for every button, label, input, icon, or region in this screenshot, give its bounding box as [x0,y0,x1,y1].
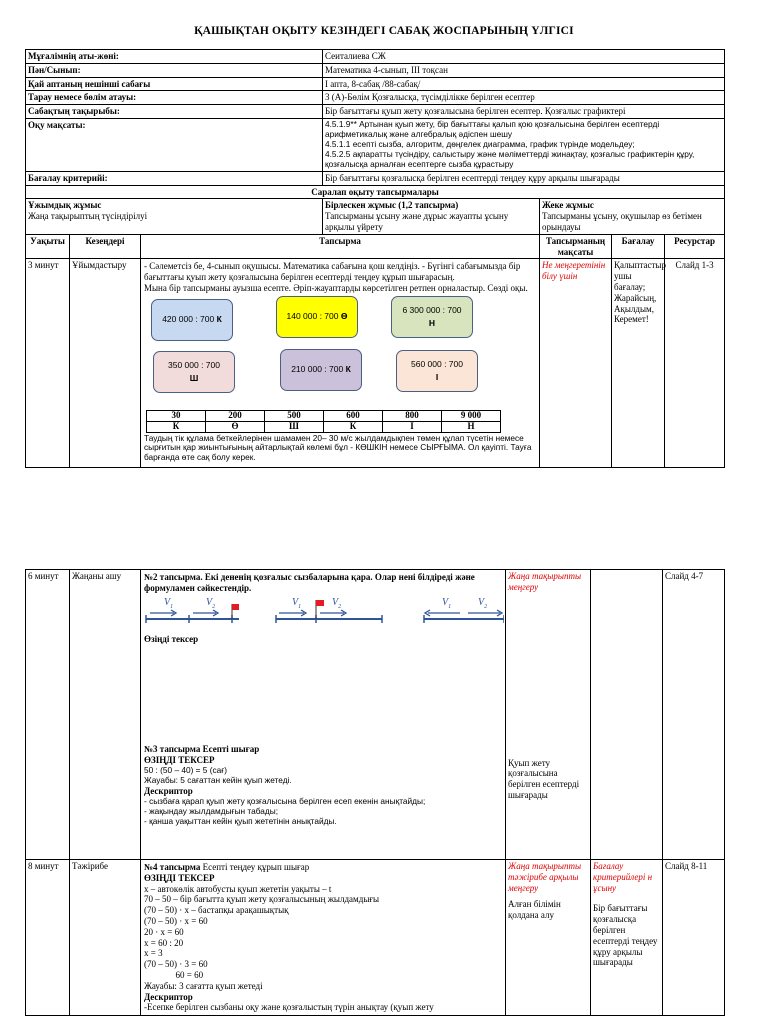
info-label: Мұғалімнің аты-жөні: [26,50,323,64]
task4-line: 20 · х = 60 [144,926,184,937]
task3-solution: 50 : (50 – 40) = 5 (сағ) [144,764,228,775]
diff-collective [26,199,323,234]
row-eval [591,860,663,1016]
motion-diagrams [144,594,502,630]
row-resource: Слайд 1-3 [665,259,725,468]
criteria-row [26,171,725,185]
puzzle-card: 560 000 : 700 І [396,350,478,392]
task4-line: х = 60 : 20 [144,937,184,948]
puzzle-card: 210 000 : 700 К [280,349,362,391]
task3-check: ӨЗІҢДІ ТЕКСЕР [144,755,215,766]
info-label: Сабақтың тақырыбы: [26,105,323,119]
diff-text: Тапсырманы ұсыну, оқушылар өз бетімен орындауы [542,211,702,232]
header-stage: Кезеңдері [70,234,141,259]
puzzle-cards [144,294,536,410]
page-title: ҚАШЫҚТАН ОҚЫТУ КЕЗІНДЕГІ САБАҚ ЖОСПАРЫНЫҢ ҮЛГІСІ [194,25,574,37]
row-goal [506,570,591,860]
puzzle-card: 140 000 : 700 Ө [276,296,358,338]
info-row [26,77,725,91]
lesson-row [26,259,725,468]
diff-heading: Ұжымдық жұмыс [28,200,102,211]
lesson-plan-table [25,49,725,468]
puzzle-card: 350 000 : 700 Ш [153,351,235,393]
row-task [141,860,506,1016]
task4-line: (70 – 50) · х – бастапқы арақашықтық [144,905,289,916]
goals-list [323,118,725,171]
row-goal [506,860,591,1016]
task3-descriptor: Дескриптор [144,785,193,796]
diff-title-row [26,185,725,199]
info-label: Пән/Сынып: [26,63,323,77]
goal-text: Қуып жету қозғалысына берілген есептерді шығарады [508,757,580,800]
row-time: 8 минут [26,860,70,1016]
task4-answer: Жауабы: 3 сағатта қуып жетеді [144,980,263,991]
task3-answer: Жауабы: 5 сағаттан кейін қуып жетеді. [144,774,292,785]
task4-title: №4 тапсырма Есепті теңдеу құрып шығар [144,862,310,872]
row-time: 3 минут [26,259,70,468]
info-value: Математика 4-сынып, ІІІ тоқсан [323,63,725,77]
motion-diagram-1 [146,604,239,623]
header-row [26,234,725,259]
task-instruction: Мына бір тапсырманы ауызша есепте. Әріп-жауаптарды көрсетілген ретпен орналастыр. Сөзді оқы. [144,282,528,293]
goal-text: Алған білімін қолдана алу [508,899,561,921]
header-time: Уақыты [26,234,70,259]
header-task: Тапсырма [141,234,540,259]
task4-line: х – автокөлік автобусты қуып жететін уақыты – t [144,883,332,894]
info-label: Тарау немесе бөлім атауы: [26,91,323,105]
criteria-value: Бір бағыттағы қозғалысқа берілген есептерді теңдеу құру арқылы шығарады [323,171,725,185]
info-row [26,105,725,119]
task4-check: ӨЗІҢДІ ТЕКСЕР [144,872,215,883]
eval-text: Бағалау критерийлері н ұсыну [593,861,653,893]
info-row [26,91,725,105]
header-goal: Тапсырманың мақсаты [540,234,612,259]
descriptor-item: -Есепке берілген сызбаны оқу және қозғалыстың түрін анықтау (қуып жету [144,1002,434,1013]
header-eval: Бағалау [612,234,665,259]
task-afterword: Таудың тік құлама беткейлерінен шамамен 20– 30 м/с жылдамдықпен төмен құлап түсетін немесе сырғитын қар жиынтығының айтарлықтай көлемі бұл - КӨШКІН немесе СЫРҒЫМА. Ол қауіпті. Тауға барғанда өте сақ болу керек. [144,432,532,463]
task4-line: 60 = 60 [144,969,204,980]
task2-title: №2 тапсырма. Екі дененің қозғалыс сызбаларына қара. Олар нені білдіреді және формуламен сәйкестендір. [144,572,475,593]
goal-text: Жаңа тақырыпты меңгеру [508,571,582,592]
speed-label-v1: $V_1$ [442,596,452,610]
info-value: Бір бағыттағы қуып жету қозғалысына берілген есептер. Қозғалыс графиктері [323,105,725,119]
diff-text: Жаңа тақырыптың түсіндірілуі [28,211,148,222]
eval-text: Бір бағыттағы қозғалысқа берілген есептерді теңдеу құру арқылы шығарады [593,903,658,968]
header-res: Ресурстар [665,234,725,259]
diff-joint [323,199,540,234]
row-goal: Не меңгеретінін білу үшін [540,259,612,468]
row-stage: Жаңаны ашу [70,570,141,860]
goals-row [26,118,725,171]
puzzle-card: 6 300 000 : 700 Н [391,296,473,338]
lesson-row [26,860,725,1016]
diff-row [26,199,725,234]
speed-label-v2: $V_2$ [478,596,488,610]
info-row [26,50,725,64]
goal-text: Жаңа тақырыпты тәжірибе арқылы меңгеру [508,861,582,893]
info-value: 3 (А)-Бөлім Қозғалысқа, түсімділікке берілген есептер [323,91,725,105]
row-task [141,259,540,468]
answer-table: 30 200 500 600 800 9 000 К Ө Ш К І Н [146,410,501,433]
goal-item: 4.5.1.9** Артынан қуып жету, бір бағыттағы қалып қою қозғалысына берілген есептерді арифметикалық және алгебралық әдіспен шешу [325,118,660,139]
criteria-label: Бағалау критерийі: [26,171,323,185]
row-task [141,570,506,860]
row-resource: Слайд 8-11 [663,860,725,1016]
task4-line: (70 – 50) · 3 = 60 [144,959,208,970]
row-stage: Тәжірибе [70,860,141,1016]
puzzle-card: 420 000 : 700 К [151,299,233,341]
task4-line: 70 – 50 – бір бағытта қуып жету қозғалысының жылдамдығы [144,894,380,905]
motion-diagram-3 [424,610,504,623]
row-eval: Қалыптастыр ушы бағалау; Жарайсың, Ақылдым, Керемет! [612,259,665,468]
diff-individual [540,199,725,234]
info-label: Қай аптаның нешінші сабағы [26,77,323,91]
goal-item: 4.5.2.5 ақпаратты түсіндіру, салыстыру және мәліметтерді жинақтау, қозғалыс графиктерін құру, қозғалысқа арналған есептерге сызба құрастыру [325,148,695,169]
task3-title: №3 тапсырма Есепті шығар [144,744,260,755]
row-resource: Слайд 4-7 [663,570,725,860]
descriptor-item: - сызбаға қарап қуып жету қозғалысына берілген есеп екенін анықтайды; [144,795,426,806]
task-intro: - Сәлеметсіз бе, 4-сынып оқушысы. Математика сабағына қош келдіңіз. - Бүгінгі сабағымызда бір бағыттағы қуып жету қозғалысына берілген есептерді теңдеу құрып шығарасың. [144,261,521,283]
task4-line: (70 – 50) · х = 60 [144,915,208,926]
row-stage: Ұйымдастыру [70,259,141,468]
descriptor-item: - жақындау жылдамдығын табады; [144,805,279,816]
lesson-row [26,570,725,860]
diff-title: Саралап оқыту тапсырмалары [26,185,725,199]
lesson-plan-table-continued [25,569,725,1016]
descriptor-item: - қанша уақыттан кейін қуып жететінін анықтайды. [144,815,337,826]
diff-heading: Бірлескен жұмыс (1,2 тапсырма) [325,200,459,211]
goal-item: 4.5.1.1 есепті сызба, алгоритм, дөңгелек диаграмма, график түрінде модельдеу; [325,138,635,149]
info-row [26,63,725,77]
diff-text: Тапсырманы ұсыну және дұрыс жауапты ұсыну арқылы үйрету [325,211,509,232]
row-time: 6 минут [26,570,70,860]
row-eval [591,570,663,860]
info-value: Сеиталиева СЖ [323,50,725,64]
task4-descriptor: Дескриптор [144,991,193,1002]
task4-line: х = 3 [144,948,163,959]
speed-label-v2: $V_2$ [332,596,342,610]
goals-label: Оқу мақсаты: [26,118,323,171]
diff-heading: Жеке жұмыс [542,200,594,211]
speed-label-v1: $V_1$ [164,596,174,610]
speed-label-v1: $V_1$ [292,596,302,610]
info-value: І апта, 8-сабақ /88-сабақ/ [323,77,725,91]
speed-label-v2: $V_2$ [206,596,216,610]
self-check: Өзіңді тексер [144,633,199,644]
